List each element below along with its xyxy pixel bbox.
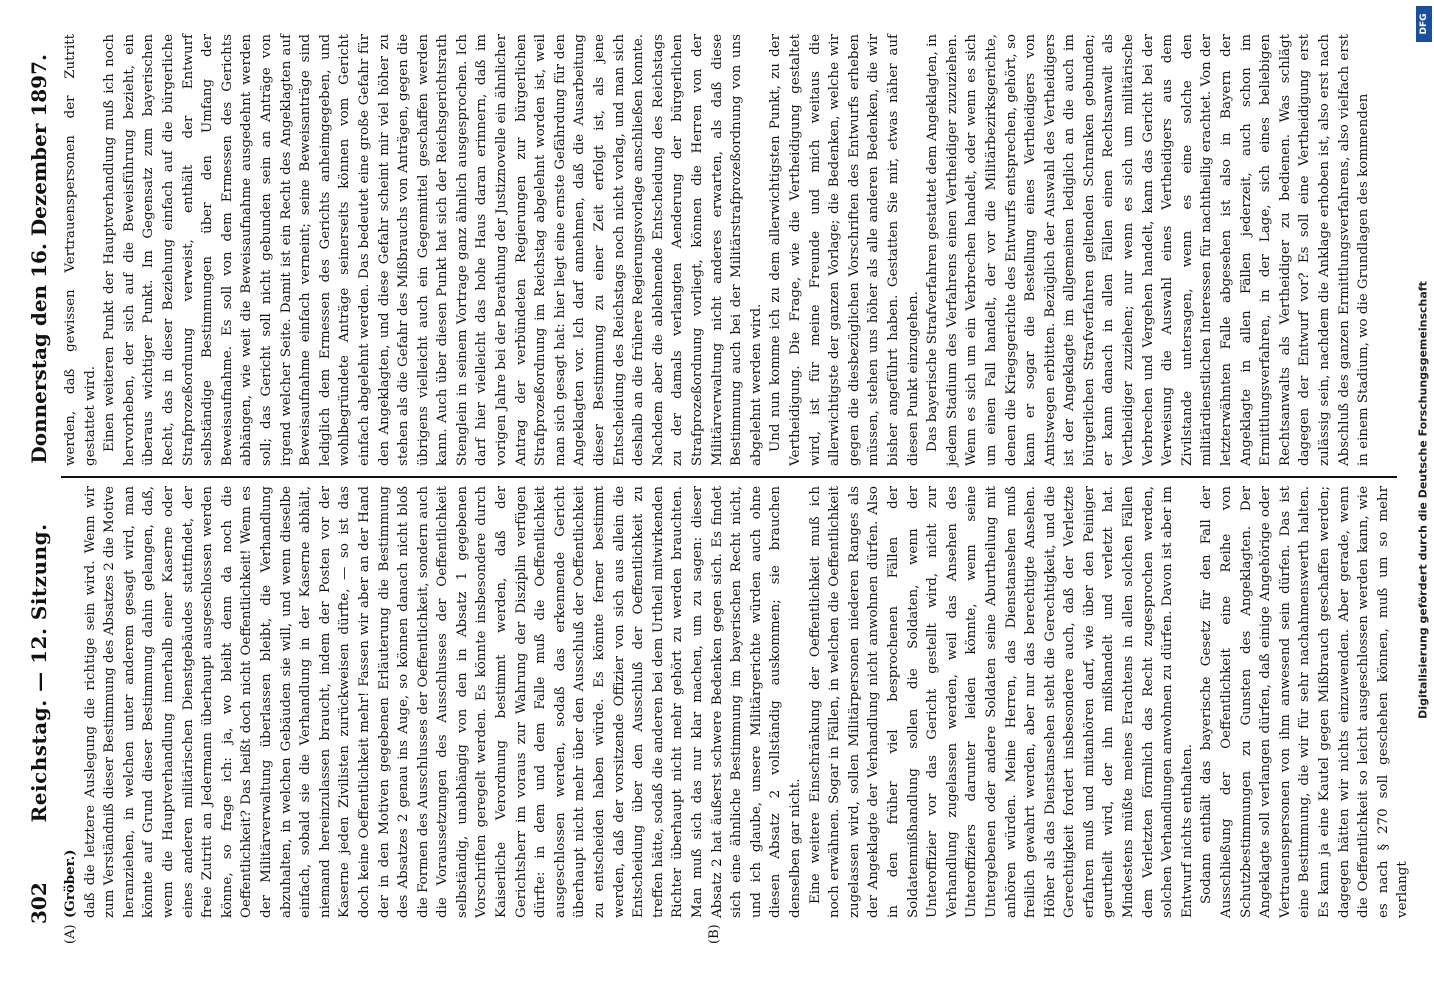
right-column [61, 34, 1397, 466]
speaker-name: (Gröber.) [62, 849, 78, 918]
margin-mark-a: (A) [63, 924, 78, 944]
digitization-note-text: Digitalisierung gefördert durch die Deutsche Forschungsgemeinschaft [1416, 281, 1430, 719]
paragraph: daß die letztere Auslegung die richtige sein wird. Wenn wir zum Verständniß dieser Bestimmung des Absatzes 2 die Motive heranziehen, in welchen unter anderem gesagt wird, man könnte auf Grund dieser Bestimmung dahin gelangen, daß, wenn die Hauptverhandlung innerhalb einer Kaserne oder eines anderen militärischen Dienstgebäudes stattfindet, der freie Zutritt an Jedermann überhaupt ausgeschlossen werden könne, so frage ich: ja, wo bleibt denn da noch die Oeffentlichkeit? Das heißt doch nicht Oeffentlichkeit! Wenn es der Militärverwaltung überlassen bleibt, die Verhandlung abzuhalten, in welchen Gebäuden sie will, und wenn dieselbe einfach, sobald sie die Verhandlung in der Kaserne abhält, niemand hereinzulassen braucht, indem der Posten vor der Kaserne jeden Zivilisten zurückweisen dürfte, — so ist das doch keine Oeffentlichkeit mehr! Fassen wir aber an der Hand der in den Motiven gegebenen Erläuterung die Bestimmung des Absatzes 2 genau ins Auge, so können danach nicht bloß die Formen des Ausschlusses der Oeffentlichkeit, sondern auch die Voraussetzungen des Ausschlusses der Oeffentlichkeit selbständig, unabhängig von den in Absatz 1 gegebenen Vorschriften geregelt werden. Es könnte insbesondere durch Kaiserliche Verordnung bestimmt werden, daß der Gerichtsherr im voraus zur Wahrung der Disziplin verfügen dürfte: in dem und dem Falle muß die Oeffentlichkeit ausgeschlossen werden, sodaß das erkennende Gericht überhaupt nicht mehr über den Ausschluß der Oeffentlichkeit zu entscheiden haben würde. Es könnte ferner bestimmt werden, daß der vorsitzende Offizier von sich aus allein die Entscheidung über den Ausschluß der Oeffentlichkeit zu treffen hätte, sodaß die anderen bei dem Urtheil mitwirkenden Richter überhaupt nicht mehr gehört zu werden brauchten. Man muß sich das nur klar machen, um zu sagen: dieser Absatz 2 hat äußerst schwere Bedenken gegen sich. Es findet sich eine ähnliche Bestimmung im bayerischen Recht nicht, und ich glaube, unsere Militärgerichte würden auch ohne diesen Absatz 2 vollständig auskommen; sie brauchen denselben gar nicht. [82, 486, 803, 918]
paragraph: Das bayerische Strafverfahren gestattet dem Angeklagten, in jedem Stadium des Verfahrens einen Vertheidiger zuzuziehen. Wenn es sich um ein Verbrechen handelt, oder wenn es sich um einen Fall handelt, der vor die Militärbezirksgerichte, denen die Kriegsgerichte des Entwurfs entsprechen, gehört, so kann er sogar die Bestellung eines Vertheidigers von Amtswegen erbitten. Bezüglich der Auswahl des Vertheidigers ist der Angeklagte im allgemeinen lediglich an die auch im bürgerlichen Strafverfahren geltenden Schranken gebunden; er kann danach in allen Fällen einen Rechtsanwalt als Vertheidiger zuziehen; nur wenn es sich um militärische Verbrechen und Vergehen handelt, kann das Gericht bei der Verweisung die Auswahl eines Vertheidigers aus dem Zivilstande untersagen, wenn es eine solche den militärdienstlichen Interessen für nachtheilig erachtet. Von der letzterwähnten Falle abgesehen ist also in Bayern der Angeklagte in allen Fällen jederzeit, auch schon im Ermittlungsverfahren, in der Lage, sich eines beliebigen Rechtsanwalts als Vertheidiger zu bedienen. Was schlägt dagegen der Entwurf vor? Es soll eine Vertheidigung erst zulässig sein, nachdem die Anklage erhoben ist, also erst nach Abschluß des ganzen Ermittlungsverfahrens, also vielfach erst in einem Stadium, wo die Grundlagen des kommenden [925, 34, 1372, 466]
running-head [27, 54, 55, 924]
paragraph: Eine weitere Einschränkung der Oeffentlichkeit muß ich noch erwähnen. Sogar in Fällen, in welchen die Oeffentlichkeit zugelassen wird, sollen Militärpersonen niederen Ranges als der Angeklagte der Verhandlung nicht anwohnen dürfen. Also in den früher viel besprochenen Fällen der Soldatenmißhandlung sollen die Soldaten, wenn der Unteroffizier vor das Gericht gestellt wird, nicht zur Verhandlung zugelassen werden, weil das Ansehen des Unteroffiziers darunter leiden könnte, wenn seine Untergebenen oder andere Soldaten seine Aburtheilung mit anhören würden. Meine Herren, das Dienstansehen muß freilich gewahrt werden, aber nur das berechtigte Ansehen. Höher als das Dienstansehen steht die Gerechtigkeit, und die Gerechtigkeit fordert insbesondere auch, daß der Verletzte erfahren muß und mitanhören darf, wie über den Peiniger geurtheilt wird, der ihn mißhandelt und verletzt hat. Mindestens müßte meines Erachtens in allen solchen Fällen dem Verletzten förmlich das Recht zugesprochen werden, solchen Verhandlungen anwohnen zu dürfen. Davon ist aber im Entwurf nichts enthalten. [807, 486, 1195, 918]
document-page [17, 20, 1417, 980]
paragraph: Einen weiteren Punkt der Hauptverhandlung muß ich noch hervorheben, der sich auf die Beweisführung bezieht, ein überaus wichtiger Punkt. Im Gegensatz zum bayerischen Recht, das in dieser Beziehung einfach auf die bürgerliche Strafprozeßordnung verweist, enthält der Entwurf selbständige Bestimmungen über den Umfang der Beweisaufnahme. Es soll von dem Ermessen des Gerichts abhängen, wie weit die Beweisaufnahme ausgedehnt werden soll; das Gericht soll nicht gebunden sein an Anträge von irgend welcher Seite. Damit ist ein Recht des Angeklagten auf Beweisaufnahme einfach verneint; seine Beweisanträge sind lediglich dem Ermessen des Gerichts anheimgegeben, und wohlbegründete Anträge seinerseits können vom Gericht einfach abgelehnt werden. Das bedeutet eine große Gefahr für den Angeklagten, und diese Gefahr scheint mir viel höher zu stehen als die Gefahr des Mißbrauchs von Anträgen, gegen die übrigens vielleicht auch ein Gegenmittel geschaffen werden kann. Auch über diesen Punkt hat sich der Reichsgerichtsrath Stenglein in seinem Vortrage ganz ähnlich ausgesprochen. Ich darf hier vielleicht das hohe Haus daran erinnern, daß im vorigen Jahre bei der Berathung der Justiznovelle ein ähnlicher Antrag der verbündeten Regierungen zur bürgerlichen Strafprozeßordnung im Reichstag abgelehnt worden ist, weil man sich gesagt hat: hier liegt eine ernste Gefährdung für den Angeklagten vor. Ich darf annehmen, daß die Ausarbeitung dieser Bestimmung zu einer Zeit erfolgt ist, als jene Entscheidung des Reichstags noch nicht vorlag, und man sich deshalb an die frühere Regierungsvorlage anschließen konnte. Nachdem aber die ablehnende Entscheidung des Reichstags zu der damals verlangten Aenderung der bürgerlichen Strafprozeßordnung vorliegt, können die Herren von der Militärverwaltung nicht anderes erwarten, als daß diese Bestimmung auch bei der Militärstrafprozeßordnung von uns abgelehnt werden wird. [102, 34, 764, 466]
paragraph: werden, daß gewissen Vertrauenspersonen der Zutritt gestattet wird. [63, 34, 98, 466]
page-number: 302 [27, 882, 51, 924]
paragraph: Und nun komme ich zu dem allerwichtigsten Punkt, zu der Vertheidigung. Die Frage, wie die Vertheidigung gestaltet wird, ist für meine Freunde und mich weitaus die allerwichtigste der ganzen Vorlage; die Bedenken, welche wir gegen die diesbezüglichen Vorschriften des Entwurfs erheben müssen, stehen uns höher als alle anderen Bedenken, die wir bisher angeführt haben. Gestatten Sie mir, etwas näher auf diesen Punkt einzugehen. [768, 34, 921, 466]
dfg-logo-text: DFG [1419, 13, 1429, 35]
page-header-title: Reichstag. — 12. Sitzung. [27, 523, 51, 823]
margin-mark-b: (B) [707, 924, 722, 944]
left-column [61, 486, 1411, 918]
page-header-date: Donnerstag den 16. Dezember 1897. [27, 54, 51, 464]
digitization-note [1414, 6, 1432, 994]
column-divider [61, 476, 1397, 478]
paragraph: Sodann enthält das bayerische Gesetz für den Fall der Ausschließung der Oeffentlichkeit eine Reihe von Schutzbestimmungen zu Gunsten des Angeklagten. Der Angeklagte soll verlangen dürfen, daß einige Angehörige oder Vertrauenspersonen von ihm anwesend sein dürfen. Das ist eine Bestimmung, die wir für sehr nachahmenswerth halten. Es kann ja eine Kautel gegen Mißbrauch geschaffen werden; dagegen hätten wir nichts einzuwenden. Aber gerade, wenn die Oeffentlichkeit so leicht ausgeschlossen werden kann, wie es nach § 270 soll geschehen können, muß um so mehr verlangt [1199, 486, 1411, 918]
dfg-logo [1416, 6, 1432, 42]
